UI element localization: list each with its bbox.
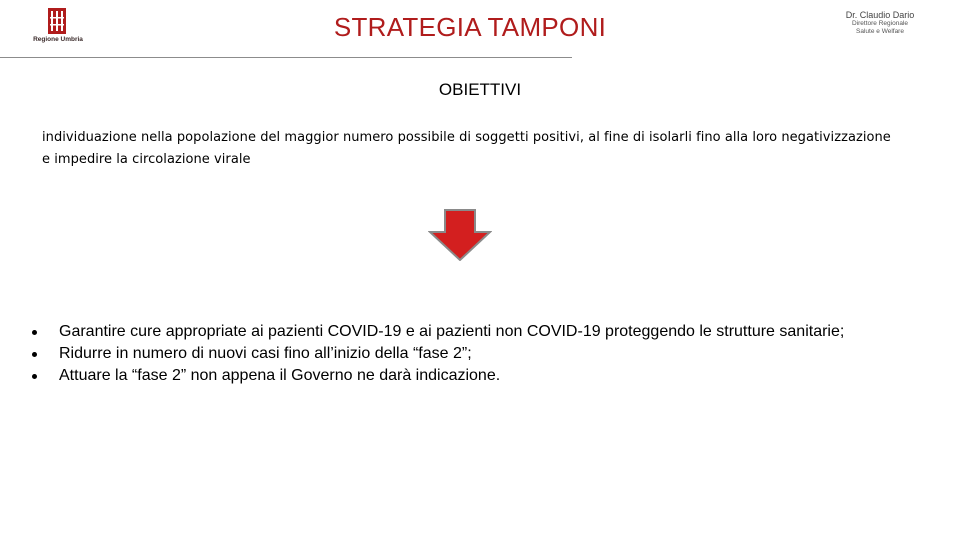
header-divider xyxy=(0,57,572,58)
down-arrow-icon xyxy=(428,209,492,261)
bullet-icon xyxy=(32,330,37,335)
list-item-text: Attuare la “fase 2” non appena il Governo ne darà indicazione. xyxy=(59,367,501,384)
page-title: STRATEGIA TAMPONI xyxy=(333,12,607,42)
author-block xyxy=(820,10,940,36)
regione-umbria-logo xyxy=(22,8,94,48)
list-item-text: Ridurre in numero di nuovi casi fino all’inizio della “fase 2”; xyxy=(59,345,472,362)
list-item xyxy=(0,343,900,365)
list-item xyxy=(0,365,900,387)
author-role-line2: Salute e Welfare xyxy=(856,28,904,35)
author-role-line1: Direttore Regionale xyxy=(851,20,908,27)
list-item-text: Garantire cure appropriate ai pazienti COVID-19 e ai pazienti non COVID-19 proteggendo le strutture sanitarie; xyxy=(59,323,845,340)
objective-text: individuazione nella popolazione del maggior numero possibile di soggetti positivi, al fine di isolarli fino alla loro negativizzazione e impedire la circolazione virale xyxy=(42,130,891,167)
section-title: OBIETTIVI xyxy=(438,80,522,99)
bullet-icon xyxy=(32,352,37,357)
goals-list xyxy=(0,321,900,387)
list-item xyxy=(0,321,900,343)
author-name: Dr. Claudio Dario xyxy=(845,10,915,20)
bullet-icon xyxy=(32,374,37,379)
logo-text: Regione Umbria xyxy=(33,36,83,43)
regione-umbria-emblem-icon xyxy=(48,8,66,34)
